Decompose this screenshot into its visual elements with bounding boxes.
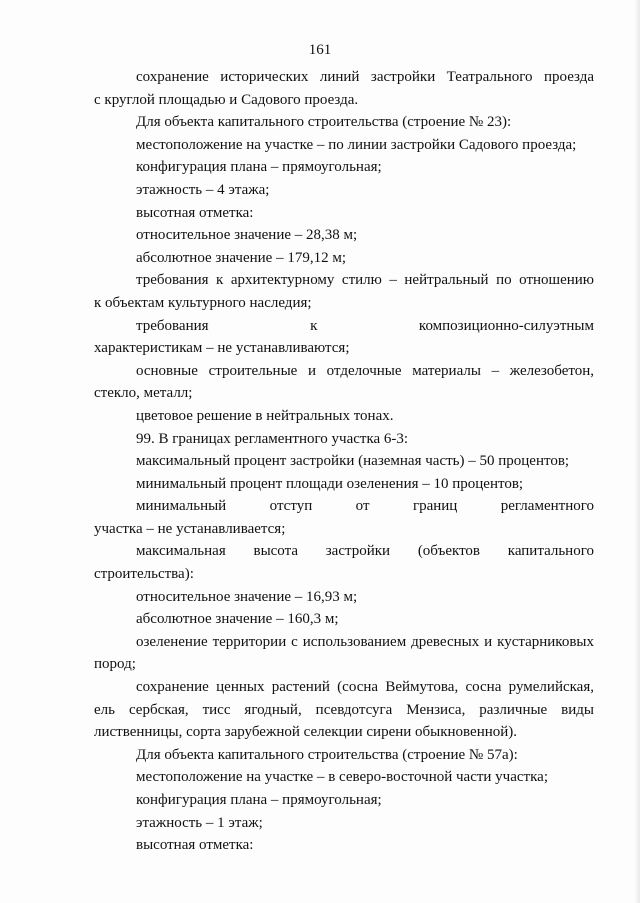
text-line: ель сербская, тисс ягодный, псевдотсуга Мензиса, различные виды [94, 701, 594, 718]
text-line: к объектам культурного наследия; [94, 294, 312, 311]
text-line: цветовое решение в нейтральных тонах. [136, 407, 394, 424]
text-line: 99. В границах регламентного участка 6-3: [136, 430, 409, 447]
text-line: этажность – 4 этажа; [136, 181, 270, 198]
text-line: высотная отметка: [136, 837, 254, 854]
text-line: высотная отметка: [136, 204, 254, 221]
text-line: конфигурация плана – прямоугольная; [136, 792, 382, 808]
text-line: строительства): [94, 566, 194, 583]
text-line: минимальный отступ от границ регламентного [136, 498, 594, 515]
text-line: этажность – 1 этаж; [136, 814, 263, 831]
text-line: местоположение на участке – по линии застройки Садового проезда; [136, 136, 577, 153]
text-line: абсолютное значение – 160,3 м; [136, 611, 339, 628]
text-line: озеленение территории с использованием древесных и кустарниковых [136, 633, 594, 650]
text-line: характеристикам – не устанавливаются; [94, 340, 350, 357]
text-line: основные строительные и отделочные материалы – железобетон, [136, 362, 594, 379]
text-line: сохранение ценных растений (сосна Веймутова, сосна румелийская, [136, 679, 594, 696]
text-line: Для объекта капитального строительства (строение № 57а): [136, 746, 518, 763]
text-line: максимальный процент застройки (наземная часть) – 50 процентов; [136, 453, 570, 470]
document-body [94, 66, 594, 857]
text-line: относительное значение – 16,93 м; [136, 588, 358, 605]
text-line: Для объекта капитального строительства (строение № 23): [136, 114, 512, 131]
text-line: максимальная высота застройки (объектов капитального [136, 543, 594, 560]
text-line: минимальный процент площади озеленения – 10 процентов; [136, 475, 524, 492]
text-line: абсолютное значение – 179,12 м; [136, 249, 346, 266]
page-edge-shadow [634, 0, 640, 903]
text-line: местоположение на участке – в северо-восточной части участка; [136, 769, 548, 786]
text-line: конфигурация плана – прямоугольная; [136, 159, 382, 176]
text-line: требования к архитектурному стилю – нейтральный по отношению [136, 272, 594, 289]
text-line: требования к композиционно-силуэтным [136, 317, 594, 334]
text-line: относительное значение – 28,38 м; [136, 227, 358, 244]
text-line: участка – не устанавливается; [94, 520, 286, 537]
text-line: с круглой площадью и Садового проезда. [94, 91, 359, 108]
text-line: лиственницы, сорта зарубежной селекции сирени обыкновенной). [94, 724, 518, 741]
text-line: пород; [94, 656, 136, 673]
text-line: сохранение исторических линий застройки Театрального проезда [136, 69, 594, 85]
text-line: стекло, металл; [94, 385, 193, 402]
page-number: 161 [308, 42, 332, 58]
